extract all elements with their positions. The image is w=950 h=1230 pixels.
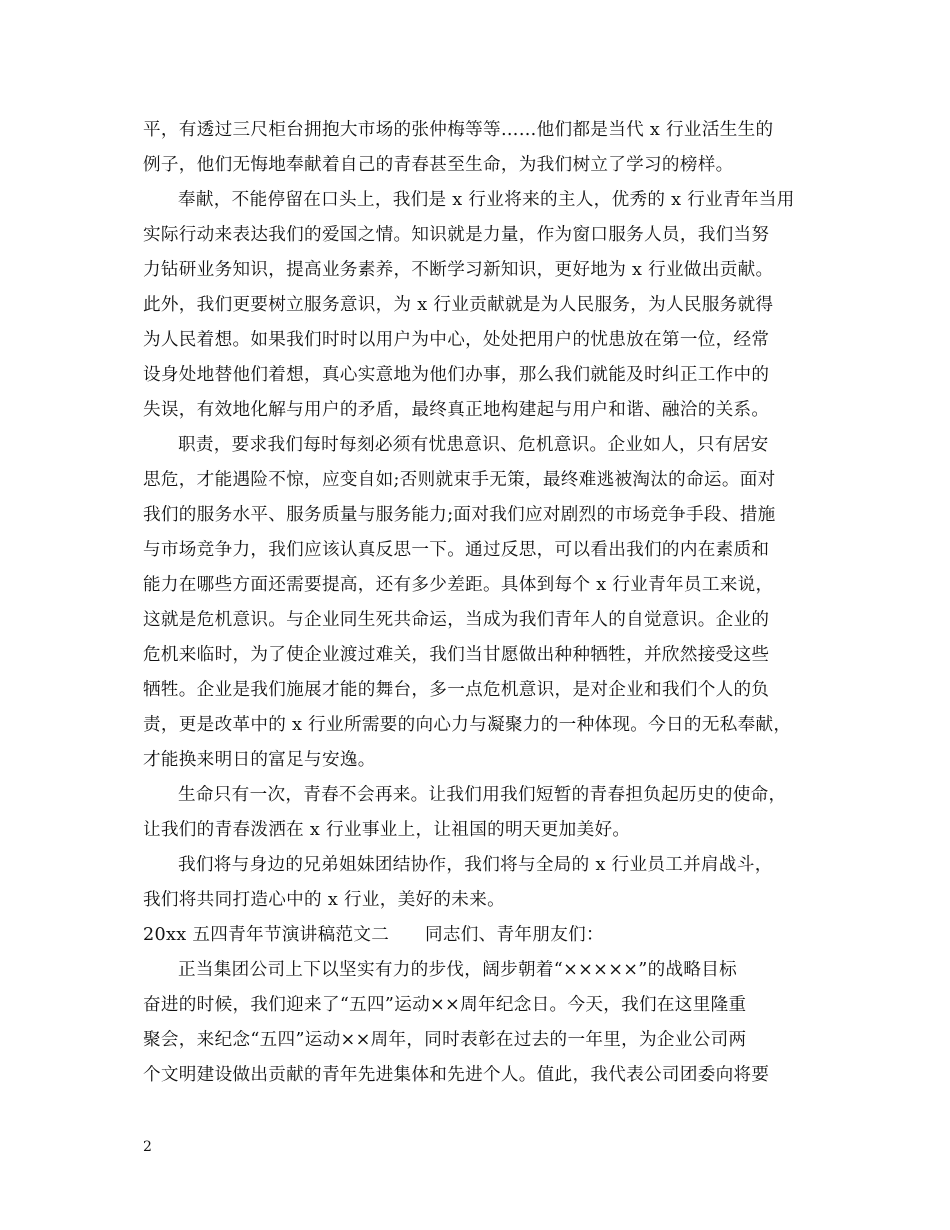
- text-line: 例子，他们无悔地奉献着自己的青春甚至生命，为我们树立了学习的榜样。: [143, 155, 734, 175]
- text-line: 平，有透过三尺柜台拥抱大市场的张仲梅等等……他们都是当代 x 行业活生生的: [143, 120, 774, 140]
- text-line: 能力在哪些方面还需要提高，还有多少差距。具体到每个 x 行业青年员工来说，: [143, 575, 774, 595]
- text-line: 此外，我们更要树立服务意识，为 x 行业贡献就是为人民服务，为人民服务就得: [143, 295, 774, 315]
- section-heading-line: 20xx 五四青年节演讲稿范文二 同志们、青年朋友们：: [143, 925, 604, 945]
- text-line: 责，更是改革中的 x 行业所需要的向心力与凝聚力的一种体现。今日的无私奉献，: [143, 715, 792, 735]
- text-line: 让我们的青春泼洒在 x 行业事业上，让祖国的明天更加美好。: [143, 820, 631, 840]
- text-line: 我们的服务水平、服务质量与服务能力;面对我们应对剧烈的市场竞争手段、措施: [143, 505, 776, 525]
- paragraph-start-line: 奉献，不能停留在口头上，我们是 x 行业将来的主人，优秀的 x 行业青年当用: [178, 190, 795, 210]
- text-line: 我们将共同打造心中的 x 行业，美好的未来。: [143, 890, 505, 910]
- text-line: 失误，有效地化解与用户的矛盾，最终真正地构建起与用户和谐、融洽的关系。: [143, 400, 770, 420]
- text-line: 为人民着想。如果我们时时以用户为中心，处处把用户的忧患放在第一位，经常: [143, 330, 770, 350]
- paragraph-start-line: 生命只有一次，青春不会再来。让我们用我们短暂的青春担负起历史的使命，: [178, 785, 787, 805]
- text-line: 力钻研业务知识，提高业务素养，不断学习新知识，更好地为 x 行业做出贡献。: [143, 260, 774, 280]
- paragraph-start-line: 正当集团公司上下以坚实有力的步伐，阔步朝着“×××××”的战略目标: [178, 960, 738, 980]
- text-line: 牺牲。企业是我们施展才能的舞台，多一点危机意识，是对企业和我们个人的负: [143, 680, 770, 700]
- text-line: 危机来临时，为了使企业渡过难关，我们当甘愿做出种种牺牲，并欣然接受这些: [143, 645, 770, 665]
- paragraph-start-line: 我们将与身边的兄弟姐妹团结协作，我们将与全局的 x 行业员工并肩战斗，: [178, 855, 773, 875]
- text-line: 思危，才能遇险不惊，应变自如;否则就束手无策，最终难逃被淘汰的命运。面对: [143, 470, 776, 490]
- page-number: 2: [143, 1139, 152, 1155]
- text-line: 这就是危机意识。与企业同生死共命运，当成为我们青年人的自觉意识。企业的: [143, 610, 770, 630]
- text-line: 奋进的时候，我们迎来了“五四”运动××周年纪念日。今天，我们在这里隆重: [143, 995, 747, 1015]
- paragraph-start-line: 职责，要求我们每时每刻必须有忧患意识、危机意识。企业如人，只有居安: [178, 435, 769, 455]
- text-line: 才能换来明日的富足与安逸。: [143, 750, 376, 770]
- text-line: 聚会，来纪念“五四”运动××周年，同时表彰在过去的一年里，为企业公司两: [143, 1030, 747, 1050]
- text-line: 设身处地替他们着想，真心实意地为他们办事，那么我们就能及时纠正工作中的: [143, 365, 770, 385]
- text-line: 个文明建设做出贡献的青年先进集体和先进个人。值此，我代表公司团委向将要: [143, 1065, 770, 1085]
- text-line: 实际行动来表达我们的爱国之情。知识就是力量，作为窗口服务人员，我们当努: [143, 225, 770, 245]
- text-line: 与市场竞争力，我们应该认真反思一下。通过反思，可以看出我们的内在素质和: [143, 540, 770, 560]
